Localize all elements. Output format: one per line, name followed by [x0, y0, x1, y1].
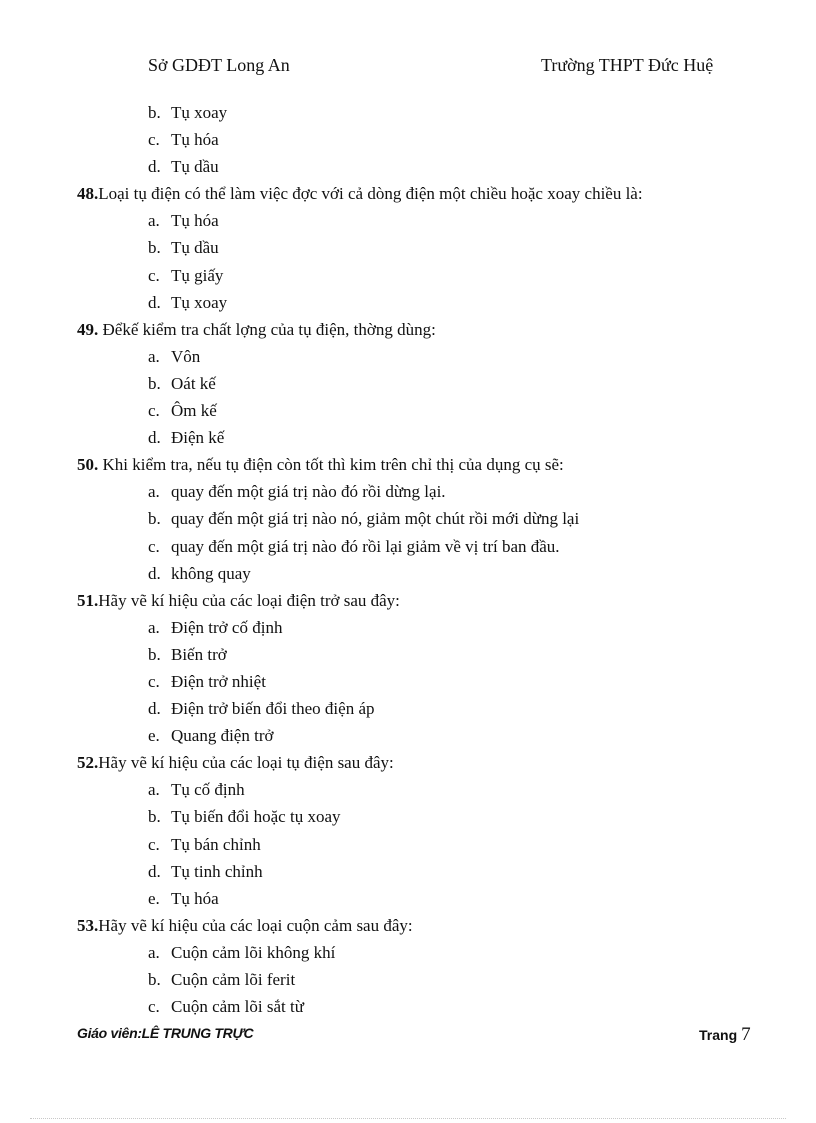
- option-label: c.: [148, 265, 160, 285]
- answer-option: [77, 939, 777, 966]
- option-label: a.: [148, 482, 160, 502]
- page-number: 7: [741, 1024, 751, 1045]
- question-text: Khi kiểm tra, nếu tụ điện còn tốt thì kim trên chỉ thị của dụng cụ sẽ:: [98, 455, 564, 475]
- answer-option: [77, 695, 777, 722]
- answer-option: [77, 262, 777, 289]
- answer-option: [77, 641, 777, 668]
- answer-option: [77, 289, 777, 316]
- option-text: Ôm kế: [171, 401, 217, 421]
- option-label: b.: [148, 238, 161, 258]
- option-label: d.: [148, 292, 161, 312]
- page-indicator: [699, 1024, 751, 1046]
- option-text: Tụ hóa: [171, 888, 219, 908]
- option-text: Tụ dầu: [171, 238, 219, 258]
- option-text: Tụ dầu: [171, 157, 219, 177]
- question-number: 52.: [77, 753, 99, 773]
- option-label: b.: [148, 373, 161, 393]
- option-label: a.: [148, 211, 160, 231]
- header-department: Sở GDĐT Long An: [148, 55, 290, 75]
- question-text: Loại tụ điện có thể làm việc đợc với cả dòng điện một chiều hoặc xoay chiều là:: [98, 184, 643, 204]
- option-text: Tụ hóa: [171, 211, 219, 231]
- answer-option: [77, 126, 777, 153]
- question-text: Hãy vẽ kí hiệu của các loại tụ điện sau đây:: [98, 753, 394, 773]
- option-label: c.: [148, 536, 160, 556]
- page-word: Trang: [699, 1027, 738, 1043]
- question-line: [77, 749, 777, 776]
- question-line: [77, 587, 777, 614]
- option-label: c.: [148, 130, 160, 150]
- answer-option: [77, 153, 777, 180]
- option-text: quay đến một giá trị nào đó rồi dừng lại.: [171, 482, 446, 502]
- answer-option: [77, 966, 777, 993]
- option-label: a.: [148, 780, 160, 800]
- option-label: b.: [148, 644, 161, 664]
- answer-option: [77, 505, 777, 532]
- question-text: Đểkế kiểm tra chất lợng của tụ điện, thờng dùng:: [98, 319, 436, 339]
- answer-option: [77, 668, 777, 695]
- option-label: d.: [148, 428, 161, 448]
- option-text: Điện kế: [171, 428, 225, 448]
- answer-option: [77, 234, 777, 261]
- option-label: a.: [148, 617, 160, 637]
- question-line: [77, 912, 777, 939]
- question-line: [77, 316, 777, 343]
- option-text: Điện trở cố định: [171, 617, 283, 637]
- option-label: b.: [148, 970, 161, 989]
- option-label: c.: [148, 834, 160, 854]
- option-text: Cuộn cảm lõi sắt từ: [171, 997, 304, 1017]
- question-number: 53.: [77, 915, 99, 935]
- answer-option: [77, 370, 777, 397]
- option-text: Tụ bán chỉnh: [171, 834, 261, 854]
- option-label: a.: [148, 346, 160, 366]
- option-text: quay đến một giá trị nào đó rồi lại giảm về vị trí ban đầu.: [171, 536, 560, 556]
- option-label: c.: [148, 671, 160, 691]
- answer-option: [77, 831, 777, 858]
- question-number: 49.: [77, 319, 99, 339]
- option-label: d.: [148, 699, 161, 719]
- answer-option: [77, 858, 777, 885]
- option-label: d.: [148, 861, 161, 881]
- answer-option: [77, 614, 777, 641]
- option-label: c.: [148, 997, 160, 1017]
- answer-option: [77, 533, 777, 560]
- answer-option: [77, 424, 777, 451]
- answer-option: [77, 885, 777, 912]
- question-number: 48.: [77, 184, 99, 204]
- answer-option: [77, 397, 777, 424]
- option-label: d.: [148, 563, 161, 583]
- option-label: b.: [148, 509, 161, 529]
- option-text: Điện trở biến đổi theo điện áp: [171, 699, 375, 719]
- option-label: e.: [148, 888, 160, 908]
- answer-option: [77, 803, 777, 830]
- answer-option: [77, 478, 777, 505]
- option-text: Quang điện trở: [171, 726, 274, 746]
- option-text: Oát kế: [171, 373, 216, 393]
- option-text: Điện trở nhiệt: [171, 671, 266, 691]
- option-text: Tụ tinh chỉnh: [171, 861, 263, 881]
- option-text: Biến trở: [171, 644, 227, 664]
- answer-option: [77, 722, 777, 749]
- option-label: b.: [148, 807, 161, 827]
- question-text: Hãy vẽ kí hiệu của các loại điện trở sau đây:: [98, 590, 400, 610]
- answer-option: [77, 560, 777, 587]
- option-label: d.: [148, 157, 161, 177]
- question-number: 50.: [77, 455, 99, 475]
- question-line: [77, 451, 777, 478]
- answer-option: [77, 993, 777, 1020]
- option-text: Tụ giấy: [171, 265, 224, 285]
- option-text: Cuộn cảm lõi không khí: [171, 942, 336, 962]
- question-number: 51.: [77, 590, 99, 610]
- answer-option: [77, 99, 777, 126]
- question-line: [77, 180, 777, 207]
- option-text: không quay: [171, 563, 251, 583]
- option-text: Tụ xoay: [171, 292, 228, 312]
- page-bottom-border: [30, 1118, 786, 1119]
- option-text: Tụ xoay: [171, 103, 228, 122]
- question-list: [77, 99, 777, 1020]
- option-label: b.: [148, 103, 161, 122]
- option-text: quay đến một giá trị nào nó, giảm một chút rồi mới dừng lại: [171, 509, 580, 529]
- header-school: Trường THPT Đức Huệ: [541, 55, 714, 75]
- option-label: c.: [148, 401, 160, 421]
- option-text: Tụ hóa: [171, 130, 219, 150]
- answer-option: [77, 343, 777, 370]
- option-text: Cuộn cảm lõi ferit: [171, 970, 296, 989]
- option-text: Tụ cố định: [171, 780, 245, 800]
- option-text: Vôn: [171, 346, 201, 366]
- question-text: Hãy vẽ kí hiệu của các loại cuộn cảm sau đây:: [98, 915, 413, 935]
- answer-option: [77, 207, 777, 234]
- option-label: e.: [148, 726, 160, 746]
- answer-option: [77, 776, 777, 803]
- option-label: a.: [148, 942, 160, 962]
- option-text: Tụ biến đổi hoặc tụ xoay: [171, 807, 341, 827]
- footer-teacher: Giáo viên:LÊ TRUNG TRỰC: [77, 1025, 254, 1041]
